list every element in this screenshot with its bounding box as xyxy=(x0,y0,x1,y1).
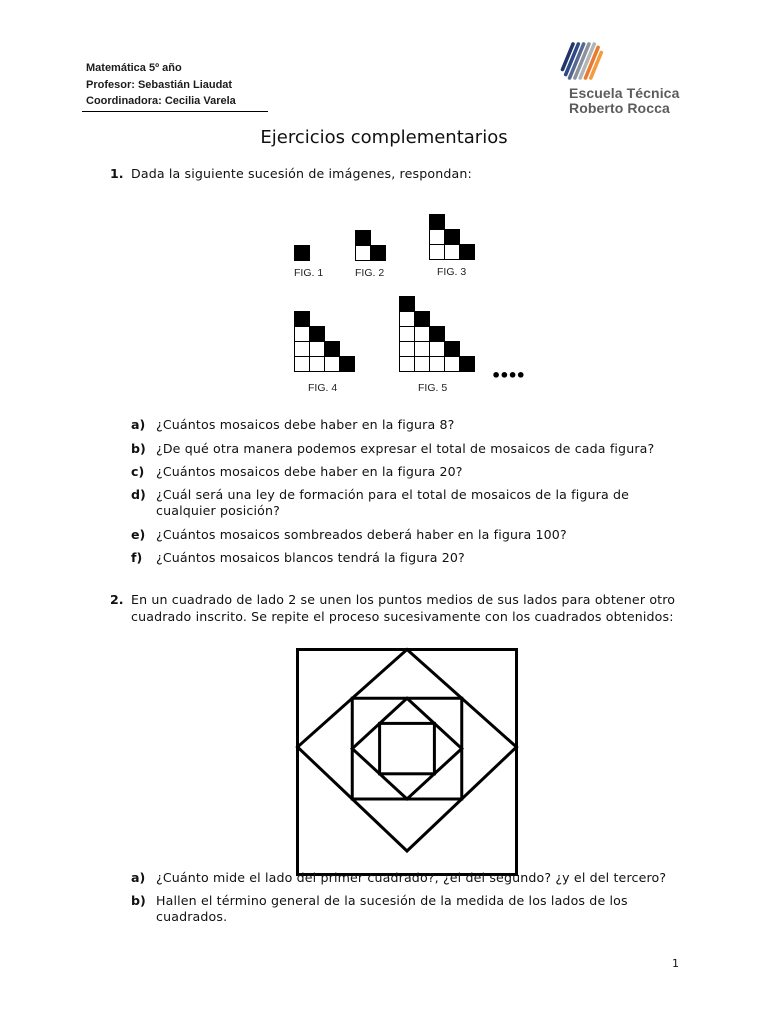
logo-stripes-icon xyxy=(556,40,604,82)
question-letter: b) xyxy=(131,893,146,908)
shaded-tile xyxy=(445,230,460,245)
shaded-tile xyxy=(371,246,386,261)
question-text: ¿Cuántos mosaicos debe haber en la figura 20? xyxy=(156,464,463,479)
white-tile xyxy=(400,327,415,342)
figure-5-tiles xyxy=(399,296,475,372)
outer-square xyxy=(298,650,517,875)
question-text: ¿Cuántos mosaicos sombreados deberá haber en la figura 100? xyxy=(156,527,567,542)
third-inscribed-square xyxy=(352,698,462,799)
figure-1-label: FIG. 1 xyxy=(294,267,324,279)
page-number: 1 xyxy=(672,957,679,970)
coordinator-label: Coordinadora: Cecilia Varela xyxy=(86,95,236,107)
shaded-tile xyxy=(325,342,340,357)
figure-4-tiles xyxy=(294,311,355,372)
white-tile xyxy=(430,357,445,372)
question-letter: a) xyxy=(131,870,146,885)
shaded-tile xyxy=(430,215,445,230)
white-tile xyxy=(415,342,430,357)
white-tile xyxy=(325,357,340,372)
white-tile xyxy=(295,342,310,357)
question-letter: f) xyxy=(131,550,143,565)
white-tile xyxy=(310,357,325,372)
figure-2-tiles xyxy=(355,230,386,261)
second-inscribed-square xyxy=(352,698,462,799)
white-tile xyxy=(445,245,460,260)
shaded-tile xyxy=(295,312,310,327)
white-tile xyxy=(310,342,325,357)
white-tile xyxy=(430,230,445,245)
shaded-tile xyxy=(430,327,445,342)
white-tile xyxy=(415,327,430,342)
shaded-tile xyxy=(400,297,415,312)
question-text: ¿Cuánto mide el lado del primer cuadrado?, ¿el del segundo? ¿y el del tercero? xyxy=(156,870,667,885)
question-text: ¿Cuántos mosaicos debe haber en la figura 8? xyxy=(156,417,455,432)
question-text-continued: cuadrados. xyxy=(156,909,228,924)
shaded-tile xyxy=(460,245,475,260)
figure-4-label: FIG. 4 xyxy=(308,382,338,394)
exercise-number: 1. xyxy=(110,166,124,181)
white-tile xyxy=(295,327,310,342)
shaded-tile xyxy=(415,312,430,327)
figure-5-label: FIG. 5 xyxy=(418,382,448,394)
continuation-dots: •••• xyxy=(491,366,524,385)
exercise-statement: Dada la siguiente sucesión de imágenes, respondan: xyxy=(131,166,472,181)
question-letter: e) xyxy=(131,527,146,542)
white-tile xyxy=(430,245,445,260)
exercise-statement-continued: cuadrado inscrito. Se repite el proceso sucesivamente con los cuadrados obtenidos: xyxy=(131,609,674,624)
question-text: ¿Cuántos mosaicos blancos tendrá la figura 20? xyxy=(156,550,465,565)
logo-line-2: Roberto Rocca xyxy=(569,99,670,116)
course-label: Matemática 5º año xyxy=(86,62,182,74)
shaded-tile xyxy=(356,231,371,246)
figure-3-tiles xyxy=(429,214,475,260)
question-text: ¿Cuál será una ley de formación para el total de mosaicos de la figura de xyxy=(156,487,630,502)
question-letter: c) xyxy=(131,464,145,479)
first-inscribed-square xyxy=(298,650,517,852)
figure-1-tiles xyxy=(294,245,310,261)
fourth-inscribed-square xyxy=(380,723,435,773)
logo-line-1: Escuela Técnica xyxy=(569,84,680,101)
white-tile xyxy=(400,342,415,357)
teacher-label: Profesor: Sebastián Liaudat xyxy=(86,78,233,91)
question-letter: d) xyxy=(131,487,146,502)
exercise-number: 2. xyxy=(110,592,124,607)
shaded-tile xyxy=(295,246,310,261)
shaded-tile xyxy=(310,327,325,342)
exercise-statement: En un cuadrado de lado 2 se unen los puntos medios de sus lados para obtener otro xyxy=(131,592,676,607)
page-title: Ejercicios complementarios xyxy=(260,127,508,148)
question-letter: a) xyxy=(131,417,146,432)
white-tile xyxy=(400,312,415,327)
white-tile xyxy=(445,357,460,372)
question-text: ¿De qué otra manera podemos expresar el total de mosaicos de cada figura? xyxy=(156,441,655,456)
white-tile xyxy=(356,246,371,261)
question-letter: b) xyxy=(131,441,146,456)
white-tile xyxy=(400,357,415,372)
figure-3-label: FIG. 3 xyxy=(437,266,467,278)
nested-squares-diagram xyxy=(296,648,518,876)
white-tile xyxy=(295,357,310,372)
shaded-tile xyxy=(340,357,355,372)
question-text-continued: cualquier posición? xyxy=(156,503,280,518)
figure-2-label: FIG. 2 xyxy=(355,267,385,279)
shaded-tile xyxy=(445,342,460,357)
header-divider xyxy=(82,111,268,112)
shaded-tile xyxy=(460,357,475,372)
white-tile xyxy=(415,357,430,372)
white-tile xyxy=(430,342,445,357)
question-text: Hallen el término general de la sucesión de la medida de los lados de los xyxy=(156,893,628,908)
diagram-lines xyxy=(298,650,517,875)
